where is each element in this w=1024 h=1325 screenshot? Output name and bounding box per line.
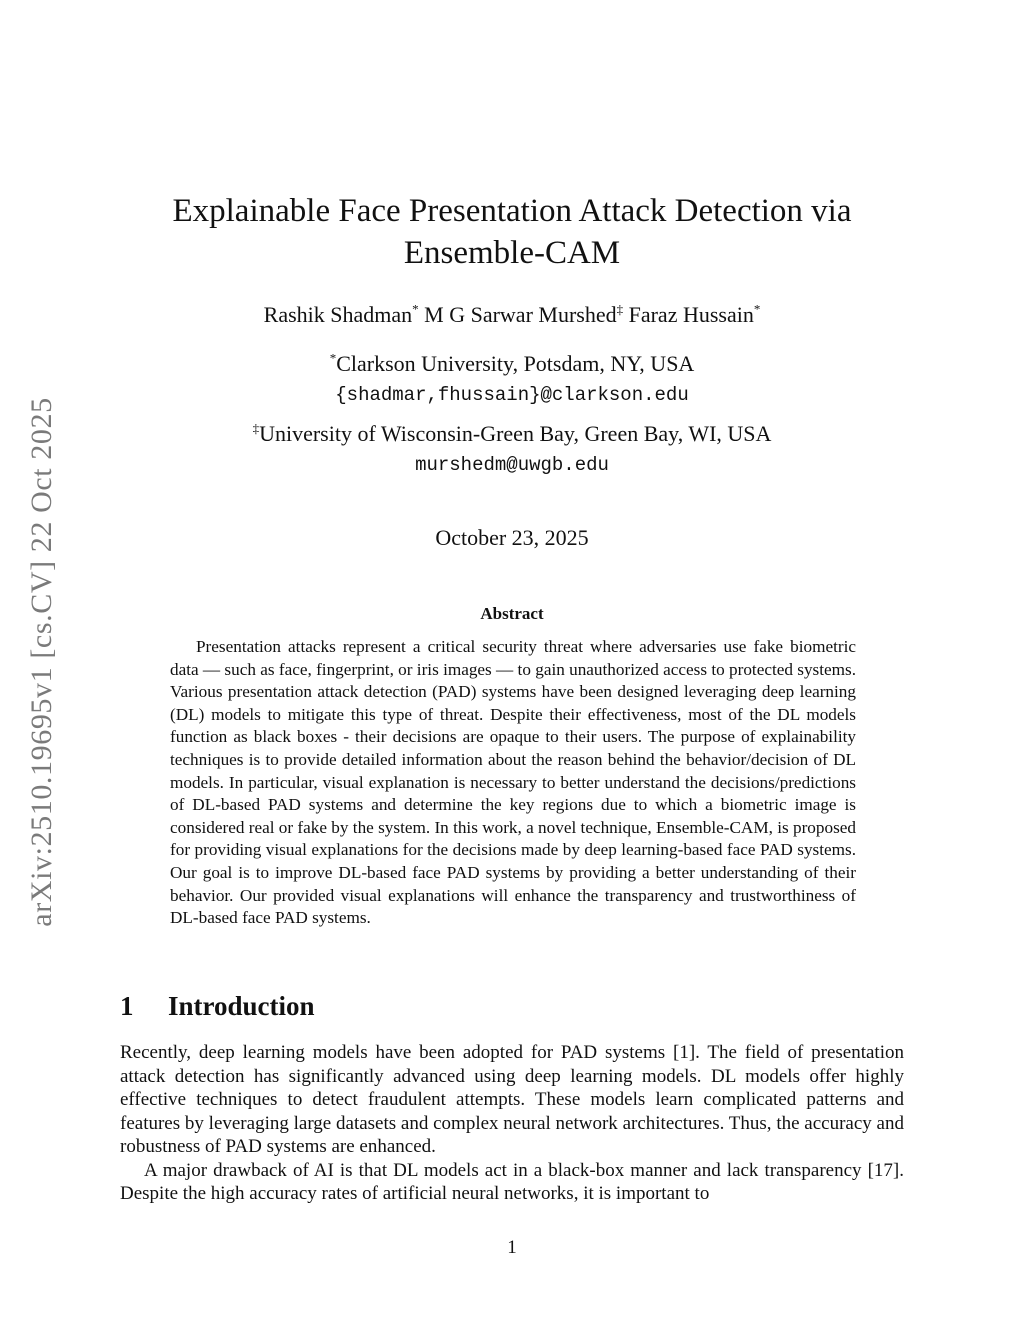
author-affiliation-mark: * bbox=[753, 301, 761, 317]
affiliation-mark: * bbox=[329, 350, 337, 366]
author-list bbox=[120, 300, 904, 330]
body-paragraph: Recently, deep learning models have been adopted for PAD systems [1]. The field of presentation attack detection has significantly advanced using deep learning models. DL models offer highly effective techniques to detect fraudulent attempts. These models learn complicated patterns and features by leveraging large datasets and complex neural network architectures. Thus, the accuracy and robustness of PAD systems are enhanced. bbox=[120, 1042, 904, 1157]
affiliation-clarkson bbox=[120, 349, 904, 379]
page-number: 1 bbox=[507, 1237, 517, 1258]
author-affiliation-mark: * bbox=[412, 301, 419, 317]
section-heading bbox=[120, 988, 315, 1024]
affiliation-text: University of Wisconsin-Green Bay, Green Bay, WI, USA bbox=[259, 421, 772, 446]
affiliation-text: Clarkson University, Potsdam, NY, USA bbox=[336, 351, 695, 376]
paper-title-line-2: Ensemble-CAM bbox=[403, 235, 621, 271]
paper-title bbox=[120, 190, 904, 274]
author-name: Rashik Shadman bbox=[263, 302, 413, 327]
affiliation-email-clarkson: {shadmar,fhussain}@clarkson.edu bbox=[335, 384, 689, 406]
body-paragraph: A major drawback of AI is that DL models act in a black-box manner and lack transparency [17]. Despite the high accuracy rates of artificial neural networks, it is important to bbox=[120, 1159, 904, 1204]
paper-title-line-1: Explainable Face Presentation Attack Detection via bbox=[172, 193, 852, 229]
author-name: Faraz Hussain bbox=[628, 302, 754, 327]
publication-date: October 23, 2025 bbox=[435, 525, 589, 550]
author-name: M G Sarwar Murshed bbox=[424, 302, 617, 327]
affiliation-uwgb bbox=[120, 419, 904, 449]
section-number: 1 bbox=[120, 991, 134, 1021]
section-body bbox=[120, 1041, 904, 1206]
abstract-text: Presentation attacks represent a critical security threat where adversaries use fake biometric data — such as face, fingerprint, or iris images — to gain unauthorized access to protected systems. Various presentation attack detection (PAD) systems have been designed leveraging deep learning (DL) models to mitigate this type of threat. Despite their effectiveness, most of the DL models function as black boxes - their decisions are opaque to their users. The purpose of explainability techniques is to provide detailed information about the reason behind the behavior/decision of DL models. In particular, visual explanation is necessary to better understand the decisions/predictions of DL-based PAD systems and determine the key regions due to which a biometric image is considered real or fake by the system. In this work, a novel technique, Ensemble-CAM, is proposed for providing visual explanations for the decisions made by deep learning-based face PAD systems. Our goal is to improve DL-based face PAD systems by providing a better understanding of their behavior. Our provided visual explanations will enhance the transparency and trustworthiness of DL-based face PAD systems. bbox=[170, 637, 856, 928]
section-title: Introduction bbox=[168, 991, 315, 1021]
affiliation-mark: ‡ bbox=[252, 420, 260, 436]
arxiv-side-stamp bbox=[20, 372, 64, 952]
author-affiliation-mark: ‡ bbox=[616, 301, 624, 317]
affiliation-email-uwgb: murshedm@uwgb.edu bbox=[415, 454, 609, 476]
abstract-heading: Abstract bbox=[480, 604, 544, 623]
arxiv-identifier: arXiv:2510.19695v1 [cs.CV] 22 Oct 2025 bbox=[25, 397, 58, 927]
